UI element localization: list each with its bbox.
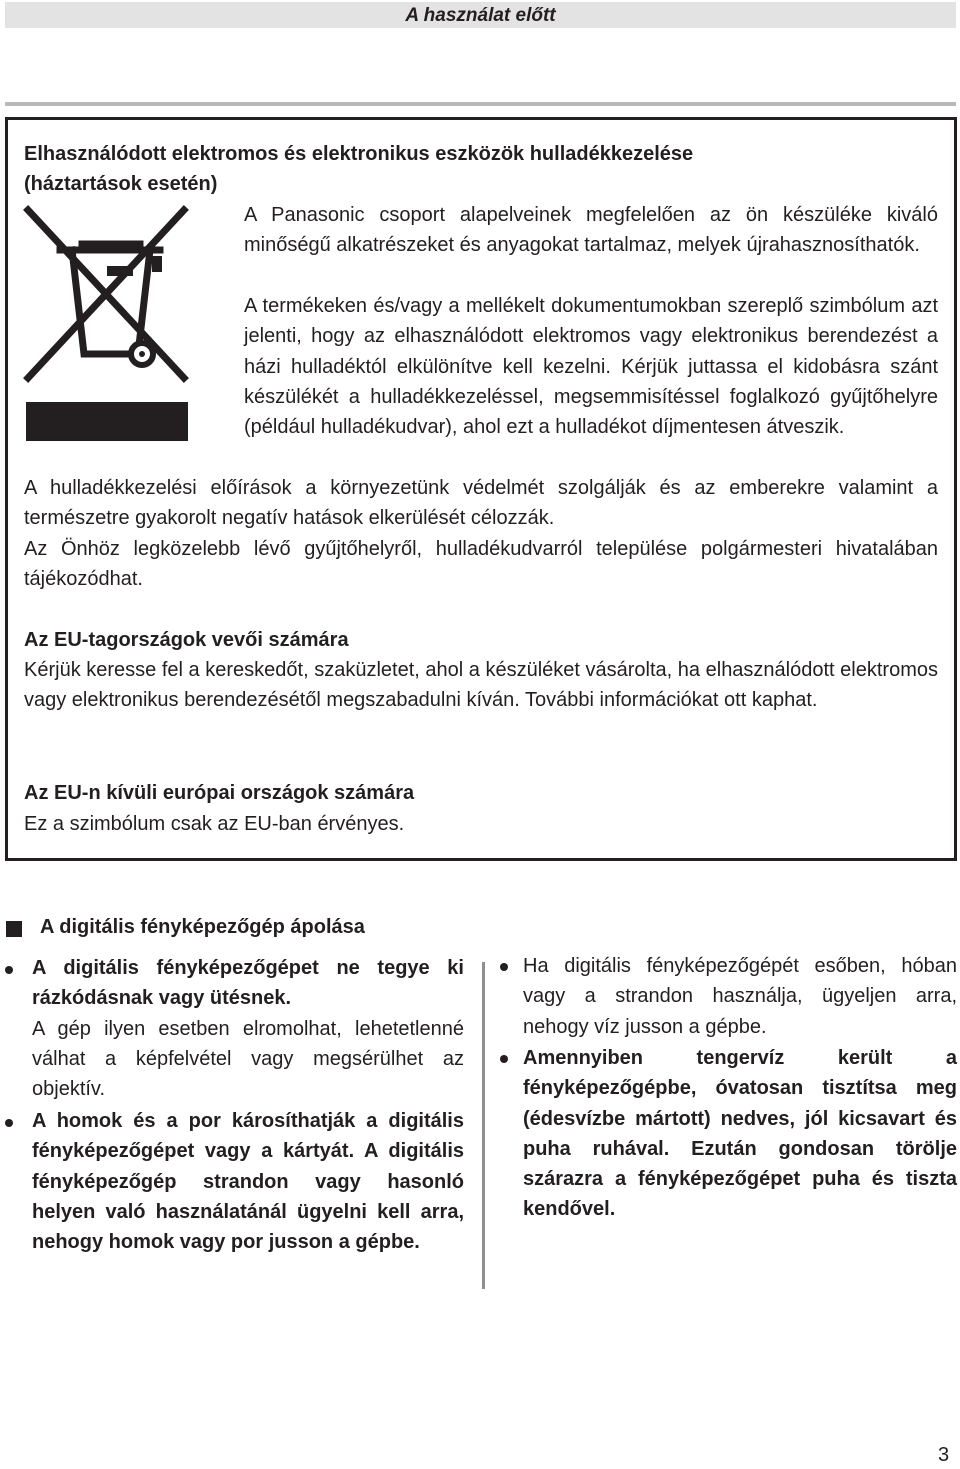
care-section-title: A digitális fényképezőgép ápolása bbox=[40, 916, 365, 938]
non-eu-title: Az EU-n kívüli európai országok számára bbox=[24, 782, 415, 804]
header-title: A használat előtt bbox=[405, 5, 556, 26]
care-left-item-1 bbox=[32, 953, 464, 1104]
weee-title-line2: (háztartások esetén) bbox=[24, 173, 218, 195]
header-divider bbox=[5, 102, 956, 106]
weee-nearest-collection: Az Önhöz legközelebb lévő gyűjtőhelyről, hulladékudvarról települése polgármesteri hivatalában tájékozódhat. bbox=[24, 538, 938, 591]
column-divider bbox=[482, 962, 485, 1289]
round-bullet-icon bbox=[5, 1119, 13, 1127]
round-bullet-icon bbox=[500, 1055, 508, 1063]
round-bullet-icon bbox=[500, 963, 508, 971]
weee-black-bar bbox=[26, 402, 188, 441]
weee-regulations: A hulladékkezelési előírások a környezetünk védelmét szolgálják és az emberekre valamint a természetre gyakorolt negatív hatások elkerülését célozzák. bbox=[24, 477, 938, 530]
care-left-item-2: A homok és a por károsíthatják a digitális fényképezőgépet vagy a kártyát. A digitális fényképezőgép strandon vagy hasonló helyen való használatánál ügyelni kell arra, nehogy homok vagy por jusson a gépbe. bbox=[32, 1110, 464, 1254]
eu-members-title: Az EU-tagországok vevői számára bbox=[24, 629, 349, 651]
care-left-item-1-bold: A digitális fényképezőgépet ne tegye ki rázkódásnak vagy ütésnek. bbox=[32, 957, 464, 1010]
page-number: 3 bbox=[938, 1444, 950, 1466]
care-right-item-2: Amennyiben tengervíz került a fényképezőgépbe, óvatosan tisztítsa meg (édesvízbe mártott) nedves, jól kicsavart és puha ruhával. Ezután gondosan törölje szárazra a fényképezőgépet puha és tiszta kendővel. bbox=[523, 1047, 957, 1221]
non-eu-text: Ez a szimbólum csak az EU-ban érvényes. bbox=[24, 813, 405, 835]
care-right-item-1: Ha digitális fényképezőgépét esőben, hóban vagy a strandon használja, ügyeljen arra, nehogy víz jusson a gépbe. bbox=[523, 955, 957, 1038]
weee-intro: A Panasonic csoport alapelveinek megfelelően az ön készüléke kiváló minőségű alkatrészeket és anyagokat tartalmaz, melyek újrahasznosíthatók. bbox=[244, 204, 938, 257]
weee-symbol-text: A termékeken és/vagy a mellékelt dokumentumokban szereplő szimbólum azt jelenti, hogy az elhasználódott elektromos vagy elektronikus berendezést a házi hulladéktól elkülönítve kell kezelni. Kérjük juttassa el kidobásra szánt készülékét a hulladékkezeléssel, megsemmisítéssel foglalkozó gyűjtőhelyre (például hulladékudvar), ahol ezt a hulladékot díjmentesen átveszik. bbox=[244, 295, 938, 439]
square-bullet-icon bbox=[6, 921, 22, 937]
round-bullet-icon bbox=[5, 966, 13, 974]
weee-title-line1: Elhasználódott elektromos és elektronikus eszközök hulladékkezelése bbox=[24, 143, 694, 165]
eu-members-text: Kérjük keresse fel a kereskedőt, szaküzletet, ahol a készüléket vásárolta, ha elhasználódott elektromos vagy elektronikus berendezésétől megszabadulni kíván. További információkat ott kaphat. bbox=[24, 659, 938, 712]
page-header bbox=[5, 2, 956, 28]
care-left-item-1-text: A gép ilyen esetben elromolhat, lehetetlenné válhat a képfelvétel vagy megsérülhet az objektív. bbox=[32, 1017, 464, 1101]
crossed-out-wheelie-bin-icon bbox=[22, 204, 192, 384]
